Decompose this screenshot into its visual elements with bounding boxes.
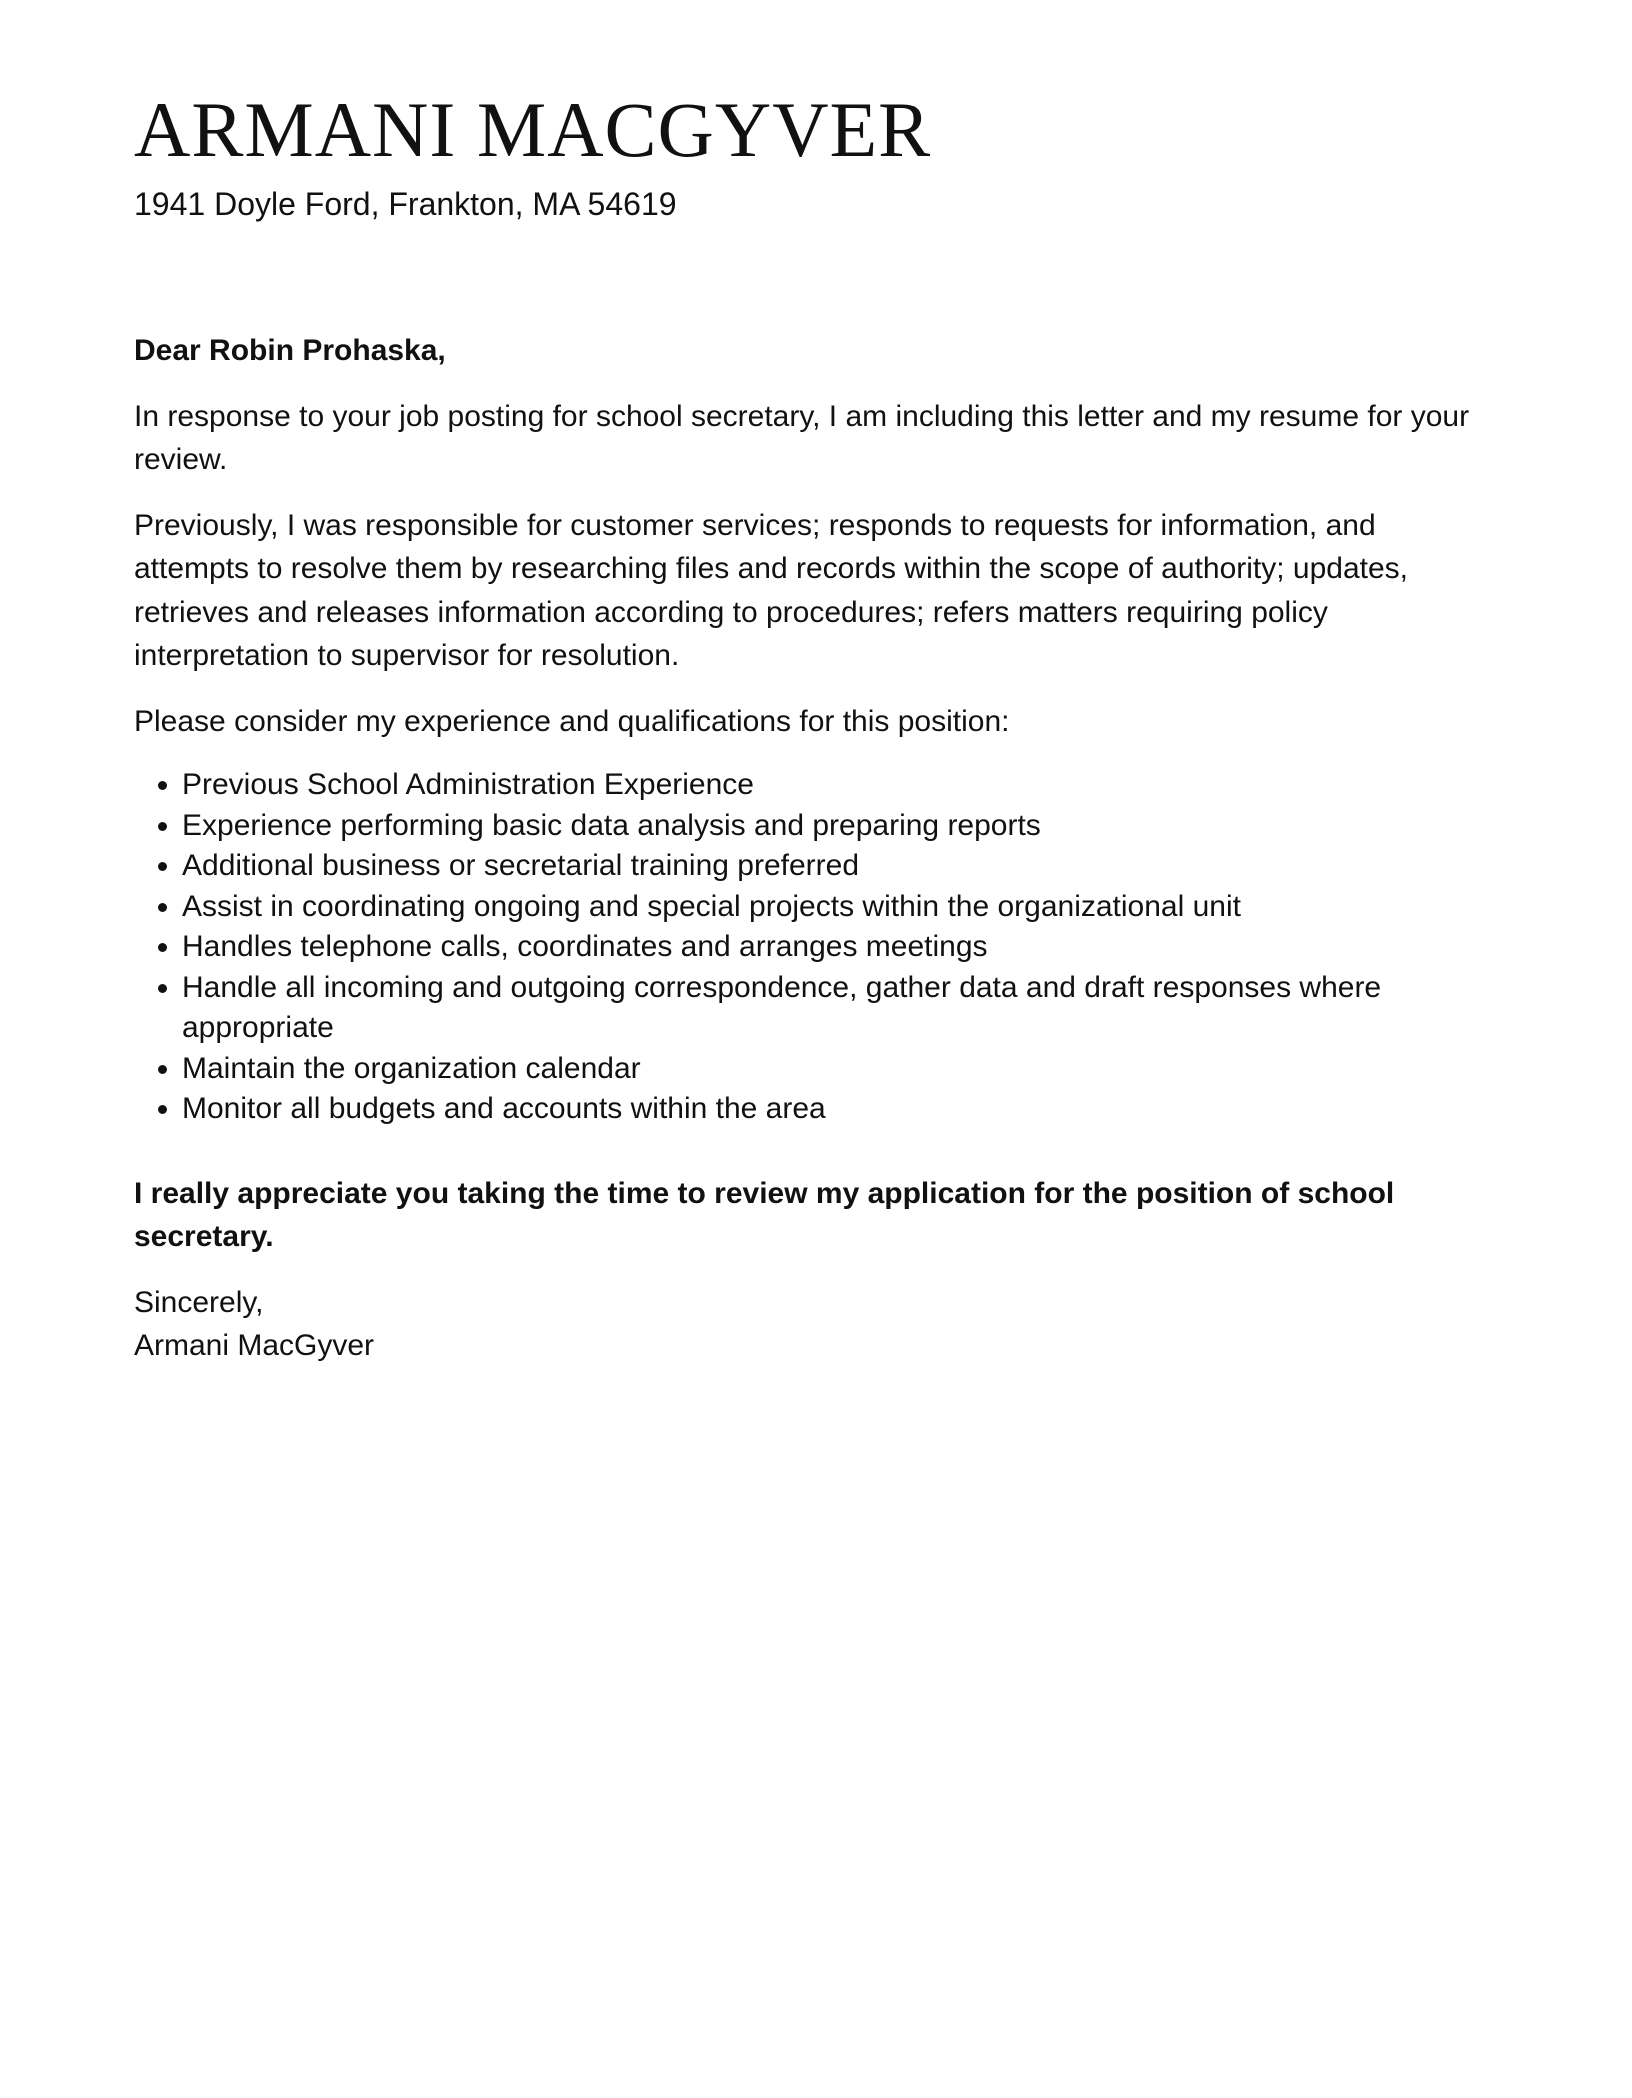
list-item: • Handle all incoming and outgoing correspondence, gather data and draft responses where appropriate: [182, 968, 1494, 1049]
signoff-block: [134, 1281, 1494, 1368]
experience-paragraph: Previously, I was responsible for customer services; responds to requests for information, and attempts to resolve them by researching files and records within the scope of authority; updates, retrieves and releases information according to procedures; refers matters requiring policy interpretation to supervisor for resolution.: [134, 508, 1409, 672]
list-item: • Additional business or secretarial training preferred: [182, 846, 1494, 887]
list-item: • Monitor all budgets and accounts within the area: [182, 1089, 1494, 1130]
qualifications-intro: Please consider my experience and qualifications for this position:: [134, 704, 1010, 738]
list-item: • Assist in coordinating ongoing and special projects within the organizational unit: [182, 887, 1494, 928]
signature-name: Armani MacGyver: [134, 1329, 375, 1362]
list-item: • Previous School Administration Experience: [182, 765, 1494, 806]
applicant-name: ARMANI MACGYVER: [134, 86, 932, 173]
list-item: • Maintain the organization calendar: [182, 1049, 1494, 1090]
list-item: • Experience performing basic data analysis and preparing reports: [182, 806, 1494, 847]
salutation: Dear Robin Prohaska,: [134, 334, 446, 367]
qualifications-list: [134, 765, 1494, 1130]
signoff-text: Sincerely,: [134, 1285, 264, 1319]
letter-body: [134, 329, 1494, 1368]
applicant-address: 1941 Doyle Ford, Frankton, MA 54619: [134, 186, 677, 222]
closing-paragraph: I really appreciate you taking the time to review my application for the position of school secretary.: [134, 1176, 1395, 1253]
cover-letter-page: [134, 82, 1494, 1368]
intro-paragraph: In response to your job posting for school secretary, I am including this letter and my resume for your review.: [134, 399, 1470, 476]
list-item: • Handles telephone calls, coordinates and arranges meetings: [182, 927, 1494, 968]
